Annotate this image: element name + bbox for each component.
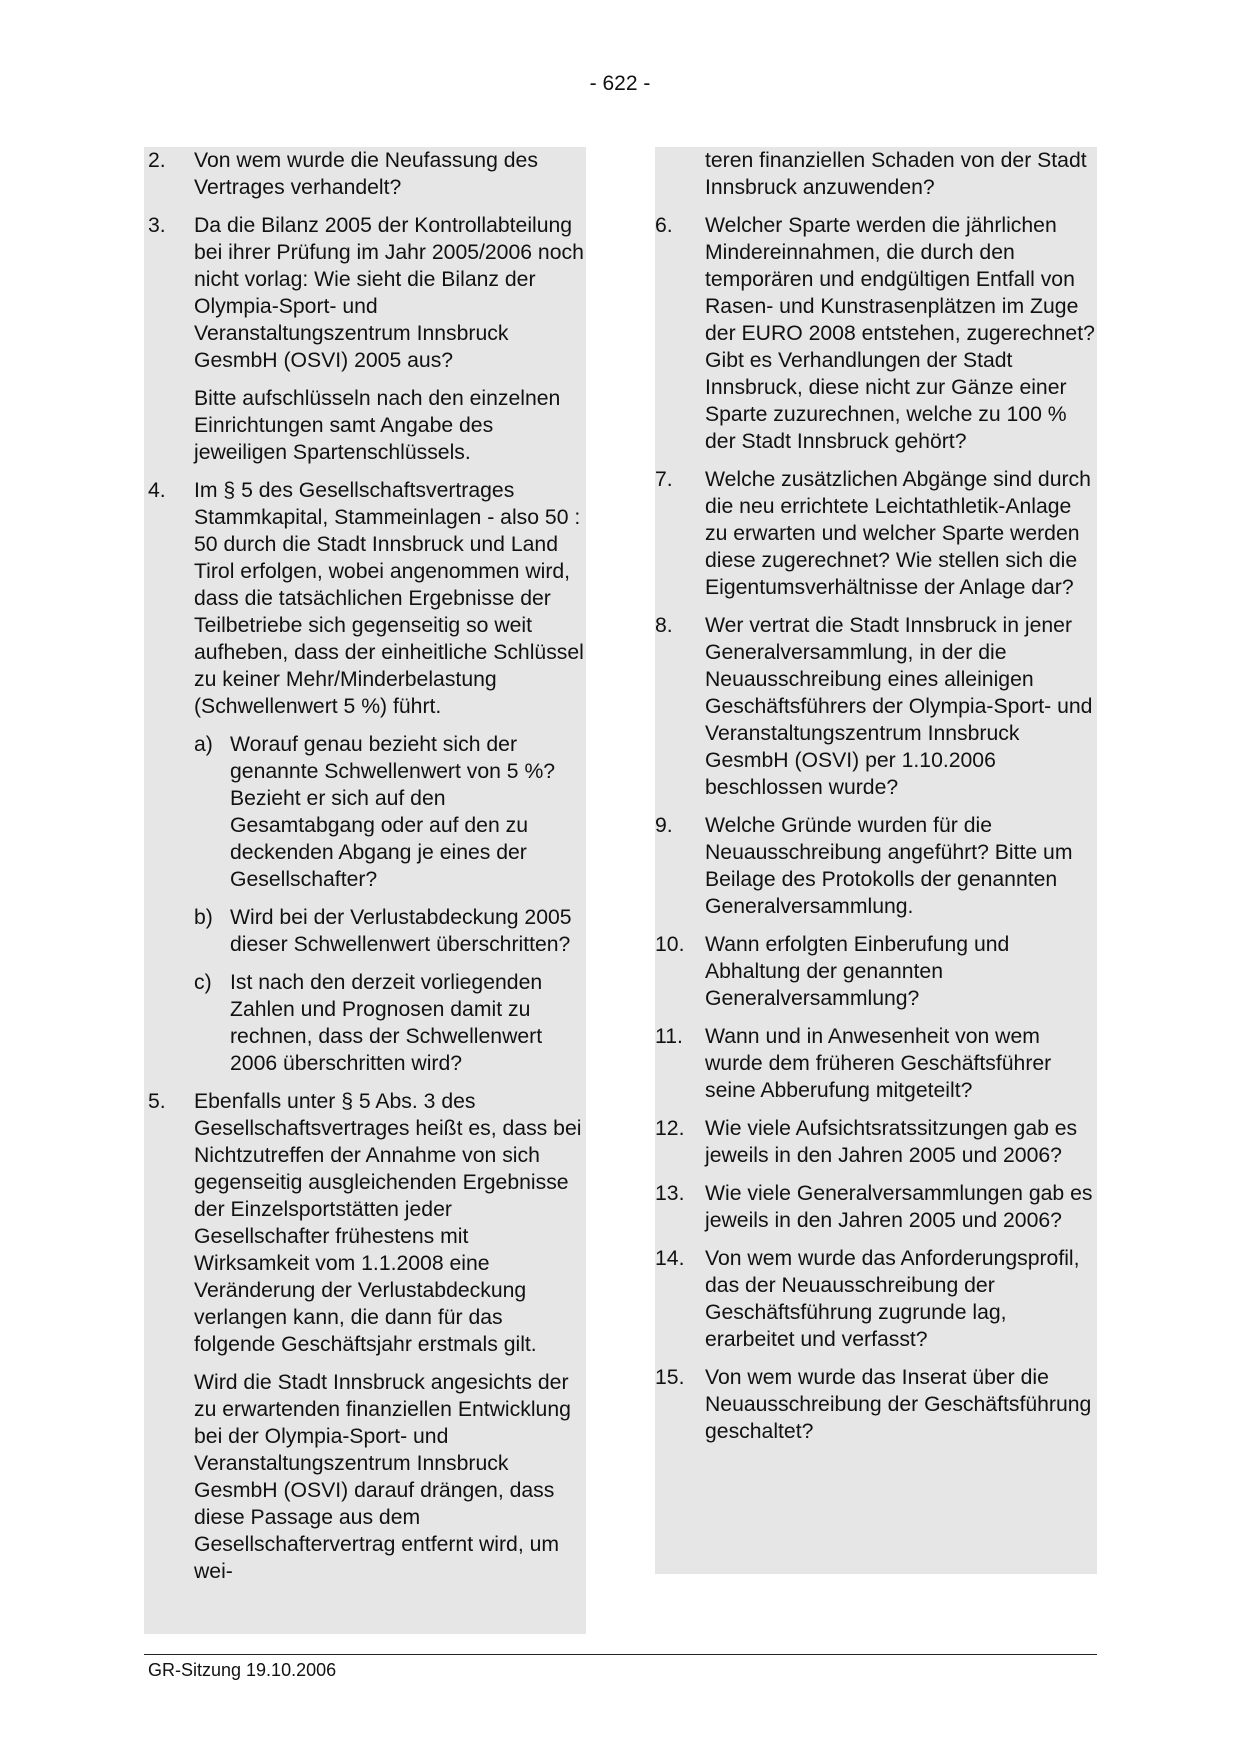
question-7 [655,466,1097,601]
subquestion-b [194,904,586,958]
question-5-continuation: teren finanziellen Schaden von der Stadt Innsbruck anzuwenden? [705,149,1087,199]
sub-text: Ist nach den derzeit vorliegenden Zahlen und Prognosen damit zu rechnen, dass der Schwellenwert 2006 überschritten wird? [230,971,543,1075]
item-text: Im § 5 des Gesellschaftsvertrages Stammkapital, Stammeinlagen - also 50 : 50 durch die Stadt Innsbruck und Land Tirol erfolgen, wobei angenommen wird, dass die tatsächlichen Ergebnisse der Teilbetriebe sich gegenseitig so weit aufheben, dass der einheitliche Schlüssel zu keiner Mehr/Minderbelastung (Schwellenwert 5 %) führt. [194,479,584,718]
left-column [144,147,586,1634]
item-number: 8. [655,614,673,637]
item-text: Welche Gründe wurden für die Neuausschreibung angeführt? Bitte um Beilage des Protokolls der genannten Generalversammlung. [705,814,1073,918]
question-2 [144,147,586,201]
question-12 [655,1115,1097,1169]
subquestion-a [194,731,586,893]
item-number: 2. [148,149,166,172]
item-text: Von wem wurde die Neufassung des Vertrages verhandelt? [194,149,538,199]
item-number: 9. [655,814,673,837]
item-text: Wann und in Anwesenheit von wem wurde dem früheren Geschäftsführer seine Abberufung mitgeteilt? [705,1025,1052,1102]
item-number: 10. [655,933,685,956]
item-text: Von wem wurde das Anforderungsprofil, das der Neuausschreibung der Geschäftsführung zugrunde lag, erarbeitet und verfasst? [705,1247,1080,1351]
item-number: 13. [655,1182,685,1205]
question-4 [144,477,586,1077]
sub-letter: a) [194,733,213,756]
sub-letter: b) [194,906,213,929]
question-9 [655,812,1097,920]
right-column [655,147,1097,1574]
question-10 [655,931,1097,1012]
question-3 [144,212,586,466]
item-text: Welche zusätzlichen Abgänge sind durch die neu errichtete Leichtathletik-Anlage zu erwarten und welcher Sparte werden diese zugerechnet? Wie stellen sich die Eigentumsverhältnisse der Anlage dar? [705,468,1091,599]
subquestion-c [194,969,586,1077]
item-number: 4. [148,479,166,502]
item-text: Wer vertrat die Stadt Innsbruck in jener Generalversammlung, in der die Neuausschreibung eines alleinigen Geschäftsführers der Olympia-Sport- und Veranstaltungszentrum Innsbruck GesmbH (OSVI) per 1.10.2006 beschlossen wurde? [705,614,1093,799]
sub-letter: c) [194,971,212,994]
item-number: 5. [148,1090,166,1113]
item-number: 12. [655,1117,685,1140]
item-number: 15. [655,1366,685,1389]
question-15 [655,1364,1097,1445]
question-13 [655,1180,1097,1234]
question-14 [655,1245,1097,1353]
item-number: 14. [655,1247,685,1270]
question-8 [655,612,1097,801]
item-text: Ebenfalls unter § 5 Abs. 3 des Gesellschaftsvertrages heißt es, dass bei Nichtzutreffen der Annahme von sich gegenseitig ausgleichenden Ergebnisse der Einzelsportstätten jeder Gesellschafter frühestens mit Wirksamkeit vom 1.1.2008 eine Veränderung der Verlustabdeckung verlangen kann, die dann für das folgende Geschäftsjahr erstmals gilt. [194,1090,582,1356]
item-text: Bitte aufschlüsseln nach den einzelnen Einrichtungen samt Angabe des jeweiligen Spartenschlüssels. [194,387,561,464]
footer-text: GR-Sitzung 19.10.2006 [148,1660,337,1680]
item-text: Da die Bilanz 2005 der Kontrollabteilung bei ihrer Prüfung im Jahr 2005/2006 noch nicht vorlag: Wie sieht die Bilanz der Olympia-Sport- und Veranstaltungszentrum Innsbruck GesmbH (OSVI) 2005 aus? [194,214,584,372]
page-number: - 622 - [589,72,651,95]
item-number: 3. [148,214,166,237]
item-text: Wann erfolgten Einberufung und Abhaltung der genannten Generalversammlung? [705,933,1010,1010]
item-text: Wie viele Generalversammlungen gab es jeweils in den Jahren 2005 und 2006? [705,1182,1093,1232]
sub-text: Wird bei der Verlustabdeckung 2005 dieser Schwellenwert überschritten? [230,906,572,956]
item-number: 11. [655,1025,683,1048]
item-text: Wird die Stadt Innsbruck angesichts der zu erwartenden finanziellen Entwicklung bei der Olympia-Sport- und Veranstaltungszentrum Innsbruck GesmbH (OSVI) darauf drängen, dass diese Passage aus dem Gesellschaftervertrag entfernt wird, um wei- [194,1371,571,1583]
item-number: 6. [655,214,673,237]
item-number: 7. [655,468,673,491]
sub-text: Worauf genau bezieht sich der genannte Schwellenwert von 5 %? Bezieht er sich auf den Gesamtabgang oder auf den zu deckenden Abgang je eines der Gesellschafter? [230,733,556,891]
item-text: Wie viele Aufsichtsratssitzungen gab es jeweils in den Jahren 2005 und 2006? [705,1117,1078,1167]
footer-divider [144,1654,1097,1655]
question-5 [144,1088,586,1585]
item-text: Von wem wurde das Inserat über die Neuausschreibung der Geschäftsführung geschaltet? [705,1366,1092,1443]
question-6 [655,212,1097,455]
item-text: Welcher Sparte werden die jährlichen Mindereinnahmen, die durch den temporären und endgültigen Entfall von Rasen- und Kunstrasenplätzen im Zuge der EURO 2008 entstehen, zugerechnet? Gibt es Verhandlungen der Stadt Innsbruck, diese nicht zur Gänze einer Sparte zuzurechnen, welche zu 100 % der Stadt Innsbruck gehört? [705,214,1095,453]
question-11 [655,1023,1097,1104]
